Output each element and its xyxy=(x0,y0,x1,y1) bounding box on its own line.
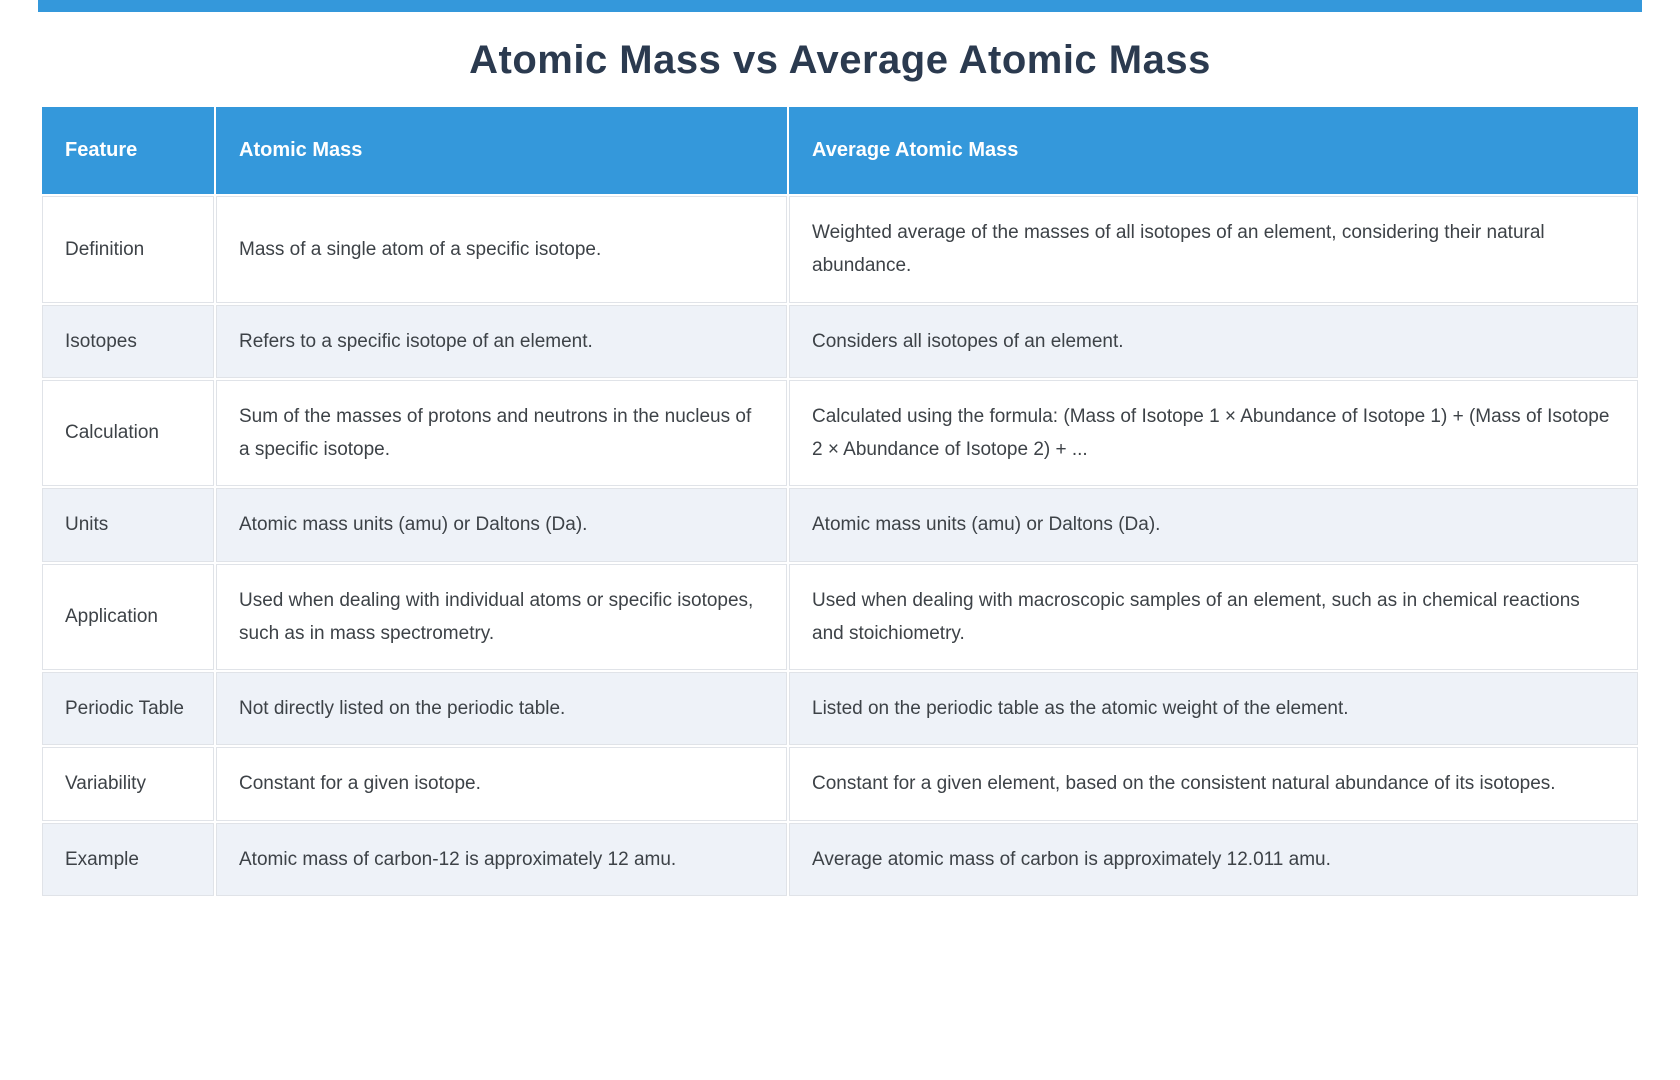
table-row xyxy=(42,380,1638,487)
table-row xyxy=(42,823,1638,896)
feature-cell: Definition xyxy=(42,196,214,303)
feature-cell: Periodic Table xyxy=(42,672,214,745)
feature-cell: Variability xyxy=(42,747,214,820)
atomic-mass-cell: Mass of a single atom of a specific isotope. xyxy=(216,196,787,303)
table-row xyxy=(42,196,1638,303)
feature-cell: Isotopes xyxy=(42,305,214,378)
table-row xyxy=(42,747,1638,820)
table-row xyxy=(42,564,1638,671)
average-atomic-mass-cell: Weighted average of the masses of all isotopes of an element, considering their natural abundance. xyxy=(789,196,1638,303)
table-row xyxy=(42,672,1638,745)
table-row xyxy=(42,488,1638,561)
average-atomic-mass-cell: Calculated using the formula: (Mass of Isotope 1 × Abundance of Isotope 1) + (Mass of Isotope 2 × Abundance of Isotope 2) + ... xyxy=(789,380,1638,487)
page-title: Atomic Mass vs Average Atomic Mass xyxy=(469,38,1211,82)
table-row xyxy=(42,305,1638,378)
comparison-table xyxy=(40,105,1640,898)
feature-cell: Calculation xyxy=(42,380,214,487)
column-header-feature: Feature xyxy=(42,107,214,194)
atomic-mass-cell: Atomic mass units (amu) or Daltons (Da). xyxy=(216,488,787,561)
average-atomic-mass-cell: Listed on the periodic table as the atomic weight of the element. xyxy=(789,672,1638,745)
feature-cell: Example xyxy=(42,823,214,896)
atomic-mass-cell: Constant for a given isotope. xyxy=(216,747,787,820)
atomic-mass-cell: Refers to a specific isotope of an element. xyxy=(216,305,787,378)
average-atomic-mass-cell: Constant for a given element, based on the consistent natural abundance of its isotopes. xyxy=(789,747,1638,820)
feature-cell: Application xyxy=(42,564,214,671)
average-atomic-mass-cell: Considers all isotopes of an element. xyxy=(789,305,1638,378)
header-row xyxy=(42,107,1638,194)
column-header-atomic-mass: Atomic Mass xyxy=(216,107,787,194)
atomic-mass-cell: Atomic mass of carbon-12 is approximately 12 amu. xyxy=(216,823,787,896)
average-atomic-mass-cell: Atomic mass units (amu) or Daltons (Da). xyxy=(789,488,1638,561)
column-header-average-atomic-mass: Average Atomic Mass xyxy=(789,107,1638,194)
atomic-mass-cell: Not directly listed on the periodic table. xyxy=(216,672,787,745)
atomic-mass-cell: Used when dealing with individual atoms or specific isotopes, such as in mass spectrometry. xyxy=(216,564,787,671)
top-accent-bar xyxy=(38,0,1642,12)
atomic-mass-cell: Sum of the masses of protons and neutrons in the nucleus of a specific isotope. xyxy=(216,380,787,487)
feature-cell: Units xyxy=(42,488,214,561)
average-atomic-mass-cell: Used when dealing with macroscopic samples of an element, such as in chemical reactions and stoichiometry. xyxy=(789,564,1638,671)
average-atomic-mass-cell: Average atomic mass of carbon is approximately 12.011 amu. xyxy=(789,823,1638,896)
